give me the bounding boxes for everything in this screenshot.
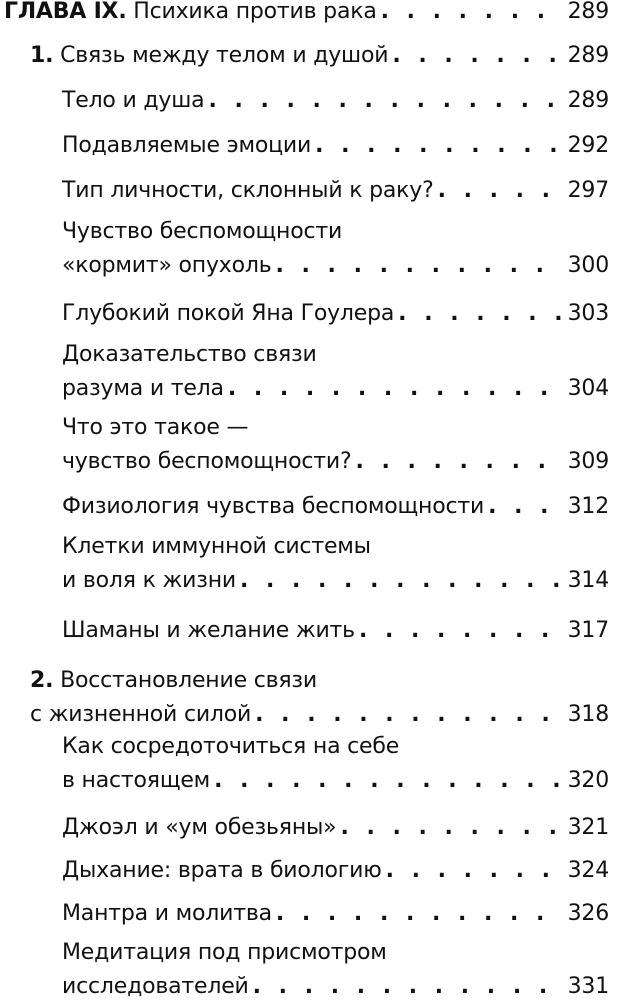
section-title: Восстановление связи — [60, 668, 318, 693]
page-number: 303 — [567, 301, 609, 326]
page-number: 300 — [567, 253, 609, 278]
section-title: Связь между телом и душой — [60, 43, 389, 68]
toc-item — [62, 129, 609, 163]
page-number: 318 — [567, 702, 609, 727]
chapter-label: ГЛАВА IX. — [4, 0, 127, 24]
item-title: Джоэл и «ум обезьяны» — [62, 815, 337, 840]
leader-dots — [228, 372, 562, 406]
toc-item — [62, 730, 609, 798]
leader-dots — [386, 854, 562, 888]
section-entry — [30, 39, 609, 73]
item-title: Как сосредоточиться на себе — [62, 734, 400, 759]
page-number: 312 — [567, 494, 609, 519]
item-title: Что это такое — — [62, 415, 249, 440]
leader-dots — [276, 897, 562, 931]
item-title: Клетки иммунной системы — [62, 534, 371, 559]
leader-dots — [340, 811, 561, 845]
item-title-continued: «кормит» опухоль — [62, 253, 272, 278]
toc-item — [62, 174, 609, 208]
page-number: 324 — [567, 858, 609, 883]
page-number: 289 — [567, 0, 609, 24]
toc-item — [62, 84, 609, 118]
item-title-continued: в настоящем — [62, 768, 211, 793]
leader-dots — [381, 0, 562, 29]
toc-item — [62, 854, 609, 888]
toc-item — [62, 338, 609, 406]
leader-dots — [214, 764, 562, 798]
page-number: 292 — [567, 133, 609, 158]
item-title-continued: и воля к жизни — [62, 568, 236, 593]
item-title: Тип личности, склонный к раку? — [62, 178, 434, 203]
section-entry — [30, 664, 609, 732]
item-title-continued: разума и тела — [62, 376, 224, 401]
leader-dots — [438, 174, 562, 208]
item-title: Доказательство связи — [62, 342, 317, 367]
section-number: 1. — [30, 43, 54, 68]
item-title: Мантра и молитва — [62, 901, 272, 926]
leader-dots — [253, 970, 562, 1004]
item-title: Глубокий покой Яна Гоулера — [62, 301, 395, 326]
toc-item — [62, 936, 609, 1004]
page-number: 320 — [567, 768, 609, 793]
leader-dots — [240, 564, 562, 598]
page-number: 321 — [567, 815, 609, 840]
item-title: Медитация под присмотром — [62, 940, 387, 965]
page-number: 314 — [567, 568, 609, 593]
leader-dots — [355, 445, 561, 479]
leader-dots — [392, 39, 561, 73]
page-number: 289 — [567, 88, 609, 113]
item-title: Шаманы и желание жить — [62, 618, 355, 643]
item-title: Тело и душа — [62, 88, 205, 113]
section-number: 2. — [30, 668, 54, 693]
toc-item — [62, 614, 609, 648]
page-number: 317 — [567, 618, 609, 643]
toc-item — [62, 897, 609, 931]
section-title-continued: с жизненной силой — [30, 702, 252, 727]
page-number: 297 — [567, 178, 609, 203]
item-title: Физиология чувства беспомощности — [62, 494, 485, 519]
chapter-title: Психика против рака — [133, 0, 377, 24]
leader-dots — [398, 297, 561, 331]
page-number: 331 — [567, 974, 609, 999]
leader-dots — [208, 84, 561, 118]
toc-item — [62, 297, 609, 331]
item-title: Чувство беспомощности — [62, 219, 343, 244]
chapter-entry — [4, 0, 609, 29]
leader-dots — [276, 249, 562, 283]
toc-item — [62, 811, 609, 845]
page-number: 289 — [567, 43, 609, 68]
leader-dots — [315, 129, 562, 163]
item-title: Дыхание: врата в биологию — [62, 858, 382, 883]
toc-item — [62, 215, 609, 283]
toc-item — [62, 530, 609, 598]
item-title: Подавляемые эмоции — [62, 133, 312, 158]
leader-dots — [359, 614, 562, 648]
item-title-continued: исследователей — [62, 974, 249, 999]
page-number: 309 — [567, 449, 609, 474]
leader-dots — [488, 490, 561, 524]
page-number: 326 — [567, 901, 609, 926]
toc-item — [62, 411, 609, 479]
leader-dots — [255, 698, 561, 732]
item-title-continued: чувство беспомощности? — [62, 449, 352, 474]
page-number: 304 — [567, 376, 609, 401]
toc-item — [62, 490, 609, 524]
